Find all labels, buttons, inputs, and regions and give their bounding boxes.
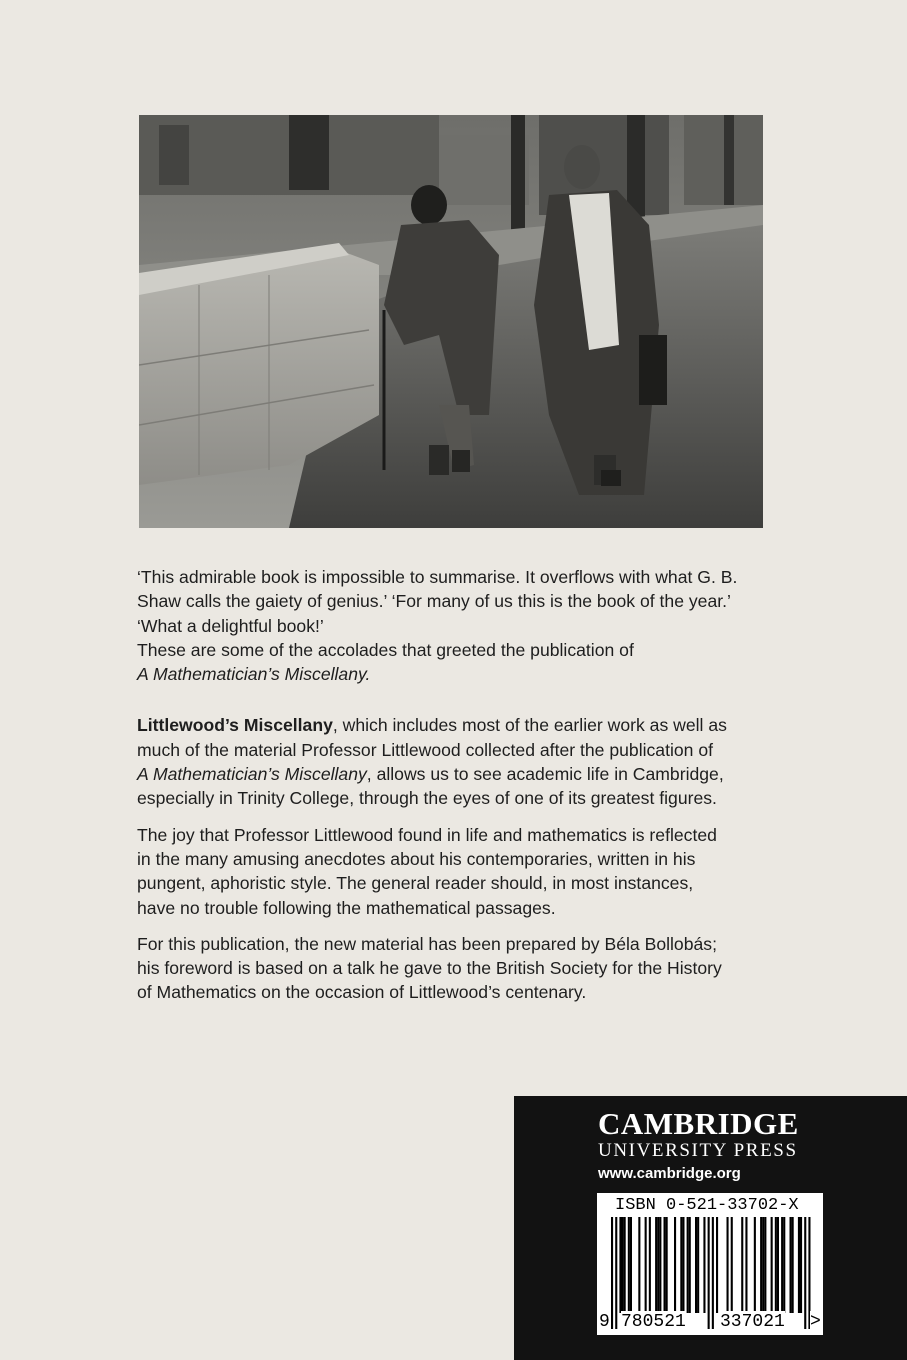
photo-two-men-walking-icon <box>139 115 763 528</box>
style-paragraph <box>137 823 777 920</box>
barcode-bar <box>680 1217 682 1313</box>
style-line: The joy that Professor Littlewood found in life and mathematics is reflected <box>137 824 717 845</box>
ean-right-group: 337021 <box>720 1312 785 1332</box>
style-line: in the many amusing anecdotes about his contemporaries, written in his <box>137 848 696 869</box>
quote-line: Shaw calls the gaiety of genius.’ ‘For many of us this is the book of the year.’ <box>137 591 731 612</box>
barcode-box <box>597 1193 823 1335</box>
barcode-bar <box>800 1217 802 1313</box>
ean-first-digit: 9 <box>599 1312 610 1332</box>
barcode-bar <box>624 1217 626 1313</box>
barcode-bar <box>697 1217 699 1313</box>
barcode-bar <box>798 1217 800 1313</box>
quote-line: ‘What a delightful book!’ <box>137 615 324 636</box>
publisher-subtitle: UNIVERSITY PRESS <box>598 1140 798 1161</box>
barcode-bar <box>674 1217 676 1313</box>
foreword-line: For this publication, the new material has been prepared by Béla Bollobás; <box>137 933 717 954</box>
isbn-number: ISBN 0-521-33702-X <box>615 1196 799 1215</box>
barcode-bar <box>762 1217 764 1313</box>
barcode-bar <box>622 1217 624 1313</box>
quote-line: ‘This admirable book is impossible to summarise. It overflows with what G. B. <box>137 567 738 587</box>
ean-left-group: 780521 <box>621 1312 686 1332</box>
foreword-line: his foreword is based on a talk he gave to the British Society for the History <box>137 958 722 979</box>
barcode-bar <box>703 1217 705 1313</box>
description-line <box>137 762 777 786</box>
publisher-name: CAMBRIDGE <box>598 1106 799 1141</box>
barcode-bar <box>619 1217 621 1313</box>
barcode-bar <box>783 1217 785 1313</box>
barcode-bar <box>760 1217 762 1313</box>
barcode-bar <box>754 1217 756 1313</box>
description-line <box>137 713 777 737</box>
barcode-bar <box>645 1217 647 1313</box>
publisher-panel <box>514 1096 907 1360</box>
barcode-bar <box>777 1217 779 1313</box>
publisher-url: www.cambridge.org <box>598 1165 741 1182</box>
description-line: much of the material Professor Littlewood collected after the publication of <box>137 739 714 760</box>
barcode-bar <box>781 1217 783 1313</box>
cover-photo <box>139 115 763 528</box>
barcode-bar <box>792 1217 794 1313</box>
book-title: Littlewood’s Miscellany <box>137 715 333 736</box>
description-text: , allows us to see academic life in Cambridge, <box>366 764 724 785</box>
description-text: , which includes most of the earlier work as well as <box>332 715 727 736</box>
barcode-bar <box>638 1217 640 1313</box>
description-paragraph <box>137 713 777 810</box>
style-line: pungent, aphoristic style. The general reader should, in most instances, <box>137 873 694 894</box>
description-line: especially in Trinity College, through the eyes of one of its greatest figures. <box>137 788 717 809</box>
quote-line: These are some of the accolades that greeted the publication of <box>137 639 634 660</box>
barcode-bar <box>764 1217 766 1313</box>
review-quotes <box>137 565 777 686</box>
barcode-bar <box>716 1217 718 1313</box>
barcode-bar <box>682 1217 684 1313</box>
barcode-bar <box>731 1217 733 1313</box>
style-line: have no trouble following the mathematical passages. <box>137 897 556 918</box>
barcode-bar <box>628 1217 630 1313</box>
ean-digits <box>597 1311 823 1333</box>
barcode-bar <box>741 1217 743 1313</box>
ean-end-marker: > <box>810 1312 821 1332</box>
back-cover-blurb <box>137 565 777 1017</box>
earlier-book-title: A Mathematician’s Miscellany <box>137 764 367 785</box>
barcode-bar <box>775 1217 777 1313</box>
barcode-bar <box>630 1217 632 1313</box>
foreword-paragraph <box>137 932 777 1005</box>
barcode-bar <box>649 1217 651 1313</box>
barcode-bar <box>687 1217 689 1313</box>
barcode-bar <box>664 1217 666 1313</box>
barcode-bar <box>790 1217 792 1313</box>
barcode-bar <box>657 1217 659 1313</box>
barcode-bar <box>771 1217 773 1313</box>
barcode-bar <box>745 1217 747 1313</box>
foreword-line: of Mathematics on the occasion of Littlewood’s centenary. <box>137 982 587 1003</box>
quote-book-title: A Mathematician’s Miscellany. <box>137 664 371 685</box>
barcode-bar <box>689 1217 691 1313</box>
barcode-bar <box>666 1217 668 1313</box>
barcode-bar <box>659 1217 661 1313</box>
barcode-bar <box>655 1217 657 1313</box>
barcode-bar <box>695 1217 697 1313</box>
barcode-bar <box>727 1217 729 1313</box>
